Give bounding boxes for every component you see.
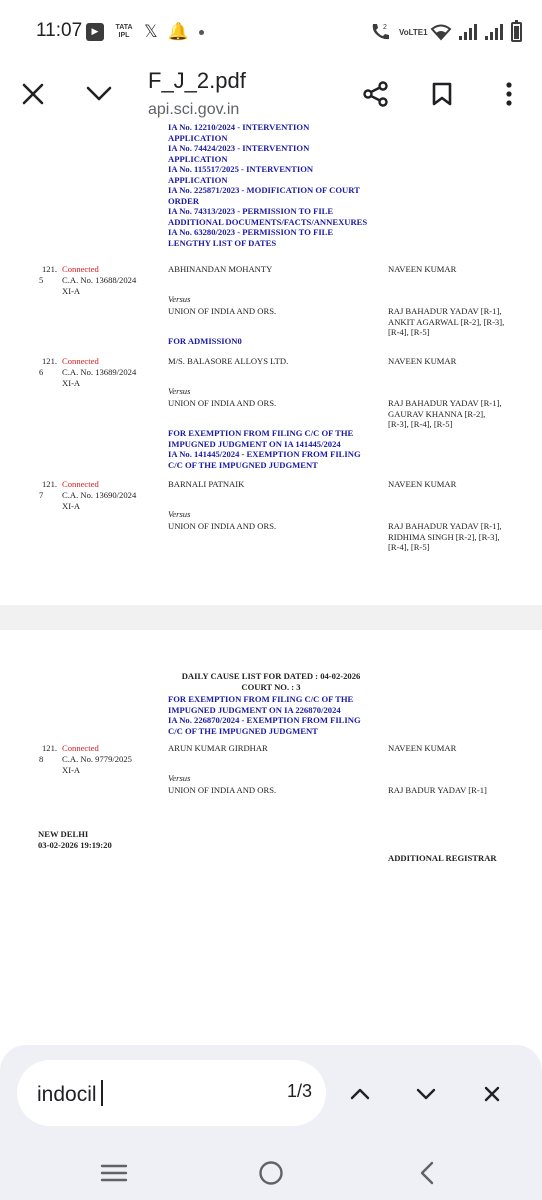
case-number: C.A. No. 13688/2024 xyxy=(62,275,137,285)
call-wifi-icon xyxy=(369,21,391,43)
case-sub-number: 8 xyxy=(39,754,44,764)
collapse-button[interactable] xyxy=(77,72,121,116)
case-item-number: 121. xyxy=(42,356,58,366)
share-icon xyxy=(363,81,389,107)
case-section: XI-A xyxy=(62,501,81,511)
respondent-name: UNION OF INDIA AND ORS. xyxy=(168,785,277,795)
court-number: COURT NO. : 3 xyxy=(241,682,301,692)
petitioner-name: ARUN KUMAR GIRDHAR xyxy=(168,743,268,753)
case-section: XI-A xyxy=(62,765,81,775)
video-call-icon: ▶ xyxy=(86,23,104,41)
ia-line: IA No. 115517/2025 - INTERVENTION xyxy=(168,164,314,174)
case-note: IMPUGNED JUDGMENT ON IA 141445/2024 xyxy=(168,438,341,449)
case-note: FOR ADMISSION0 xyxy=(168,336,242,346)
document-title: F_J_2.pdf xyxy=(148,68,246,93)
case-item-number: 121. xyxy=(42,479,58,489)
ia-line: IA No. 226870/2024 - EXEMPTION FROM FILING xyxy=(168,715,361,725)
respondent-advocate: RAJ BADUR YADAV [R-1] xyxy=(388,785,487,795)
status-time: 11:07 xyxy=(36,20,83,41)
status-bar xyxy=(0,0,542,62)
bell-icon: 🔔 xyxy=(167,22,189,42)
ia-line: IA No. 63280/2023 - PERMISSION TO FILE xyxy=(168,227,334,237)
respondent-advocate: [R-4], [R-5] xyxy=(388,327,430,337)
respondent-advocate: RIDHIMA SINGH [R-2], [R-3], xyxy=(388,531,500,542)
next-match-button[interactable] xyxy=(404,1072,448,1116)
versus-label: Versus xyxy=(168,386,191,396)
signatory-label: ADDITIONAL REGISTRAR xyxy=(388,853,497,863)
ia-line: FOR EXEMPTION FROM FILING C/C OF THE xyxy=(168,694,354,704)
network-slot-label: 2 xyxy=(383,24,387,31)
ia-line: IA No. 12210/2024 - INTERVENTION xyxy=(168,122,310,132)
respondent-advocate: RAJ BAHADUR YADAV [R-1], xyxy=(388,521,502,531)
petitioner-advocate: NAVEEN KUMAR xyxy=(388,356,457,366)
back-chevron-icon xyxy=(420,1161,434,1185)
pdf-page-2 xyxy=(0,630,542,1045)
bookmark-icon xyxy=(432,82,452,106)
ia-line: C/C OF THE IMPUGNED JUDGMENT xyxy=(168,725,318,736)
petitioner-name: ABHINANDAN MOHANTY xyxy=(168,264,273,274)
previous-match-button[interactable] xyxy=(338,1072,382,1116)
chevron-down-icon xyxy=(86,86,112,102)
case-item-number: 121. xyxy=(42,264,58,274)
recent-apps-button[interactable] xyxy=(94,1155,134,1191)
petitioner-name: M/S. BALASORE ALLOYS LTD. xyxy=(168,356,289,366)
close-find-button[interactable] xyxy=(470,1072,514,1116)
respondent-name: UNION OF INDIA AND ORS. xyxy=(168,306,277,316)
status-notification-icons xyxy=(86,21,204,43)
case-sub-number: 5 xyxy=(39,275,44,285)
petitioner-advocate: NAVEEN KUMAR xyxy=(388,743,457,753)
petitioner-advocate: NAVEEN KUMAR xyxy=(388,479,457,489)
petitioner-name: BARNALI PATNAIK xyxy=(168,479,245,489)
case-note: IA No. 141445/2024 - EXEMPTION FROM FILING xyxy=(168,449,361,459)
close-icon xyxy=(22,83,44,105)
case-note: C/C OF THE IMPUGNED JUDGMENT xyxy=(168,459,318,470)
more-options-button[interactable] xyxy=(487,72,531,116)
ia-line: APPLICATION xyxy=(168,174,228,185)
close-icon xyxy=(484,1086,500,1102)
document-source: api.sci.gov.in xyxy=(148,101,240,118)
pdf-app-bar xyxy=(0,62,542,130)
x-app-icon: 𝕏 xyxy=(144,22,158,42)
case-status: Connected xyxy=(62,743,99,753)
share-button[interactable] xyxy=(354,72,398,116)
ia-line: ORDER xyxy=(168,195,200,206)
signal-bars-2-icon xyxy=(485,24,503,40)
back-button[interactable] xyxy=(407,1155,447,1191)
respondent-name: UNION OF INDIA AND ORS. xyxy=(168,398,277,408)
versus-label: Versus xyxy=(168,509,191,519)
case-status: Connected xyxy=(62,264,99,274)
respondent-advocate: ANKIT AGARWAL [R-2], [R-3], xyxy=(388,316,505,327)
text-caret xyxy=(101,1080,103,1106)
cause-list-heading: DAILY CAUSE LIST FOR DATED : 04-02-2026 xyxy=(181,671,361,681)
ia-line: IA No. 74424/2023 - INTERVENTION xyxy=(168,143,310,153)
signal-bars-1-icon xyxy=(459,24,477,40)
battery-icon xyxy=(511,22,522,42)
versus-label: Versus xyxy=(168,773,191,783)
ia-line: LENGTHY LIST OF DATES xyxy=(168,237,277,248)
ia-line: ADDITIONAL DOCUMENTS/FACTS/ANNEXURES xyxy=(168,216,368,227)
recents-icon xyxy=(101,1163,127,1183)
case-status: Connected xyxy=(62,479,99,489)
case-status: Connected xyxy=(62,356,99,366)
pdf-page-1 xyxy=(0,122,542,605)
case-section: XI-A xyxy=(62,378,81,388)
find-search-field[interactable] xyxy=(17,1060,326,1126)
respondent-advocate: RAJ BAHADUR YADAV [R-1], xyxy=(388,306,502,316)
case-number: C.A. No. 9779/2025 xyxy=(62,754,132,764)
wifi-icon xyxy=(431,24,451,40)
pdf-viewer[interactable] xyxy=(0,122,542,1045)
versus-label: Versus xyxy=(168,294,191,304)
system-navigation-bar xyxy=(0,1145,542,1200)
respondent-advocate: [R-3], [R-4], [R-5] xyxy=(388,419,453,429)
match-counter: 1/3 xyxy=(286,1081,312,1101)
find-query-input[interactable]: indocil xyxy=(37,1080,103,1107)
case-number: C.A. No. 13689/2024 xyxy=(62,367,137,377)
list-datetime: 03-02-2026 19:19:20 xyxy=(38,840,112,850)
respondent-advocate: [R-4], [R-5] xyxy=(388,542,430,552)
more-notifications-dot-icon xyxy=(199,30,204,35)
find-in-page-bar xyxy=(0,1045,542,1145)
more-vert-icon xyxy=(505,82,513,106)
close-button[interactable] xyxy=(11,72,55,116)
ia-line: IA No. 225871/2023 - MODIFICATION OF COURT xyxy=(168,185,360,195)
chevron-up-icon xyxy=(350,1088,370,1100)
case-section: XI-A xyxy=(62,286,81,296)
respondent-name: UNION OF INDIA AND ORS. xyxy=(168,521,277,531)
petitioner-advocate: NAVEEN KUMAR xyxy=(388,264,457,274)
volte-label: VoLTE1 xyxy=(399,27,428,37)
chevron-down-icon xyxy=(416,1088,436,1100)
home-circle-icon xyxy=(258,1160,284,1186)
case-sub-number: 7 xyxy=(39,490,44,500)
ia-line: IMPUGNED JUDGMENT ON IA 226870/2024 xyxy=(168,704,341,715)
tata-app-icon: TATA IPL xyxy=(115,24,133,39)
bookmark-button[interactable] xyxy=(420,72,464,116)
status-system-icons xyxy=(369,20,522,44)
case-item-number: 121. xyxy=(42,743,58,753)
respondent-advocate: GAURAV KHANNA [R-2], xyxy=(388,408,486,419)
ia-line: APPLICATION xyxy=(168,153,228,164)
place-label: NEW DELHI xyxy=(38,829,89,839)
case-sub-number: 6 xyxy=(39,367,44,377)
ia-line: IA No. 74313/2023 - PERMISSION TO FILE xyxy=(168,206,334,216)
ia-line: APPLICATION xyxy=(168,132,228,143)
respondent-advocate: RAJ BAHADUR YADAV [R-1], xyxy=(388,398,502,408)
case-note: FOR EXEMPTION FROM FILING C/C OF THE xyxy=(168,428,354,438)
case-number: C.A. No. 13690/2024 xyxy=(62,490,137,500)
home-button[interactable] xyxy=(251,1155,291,1191)
